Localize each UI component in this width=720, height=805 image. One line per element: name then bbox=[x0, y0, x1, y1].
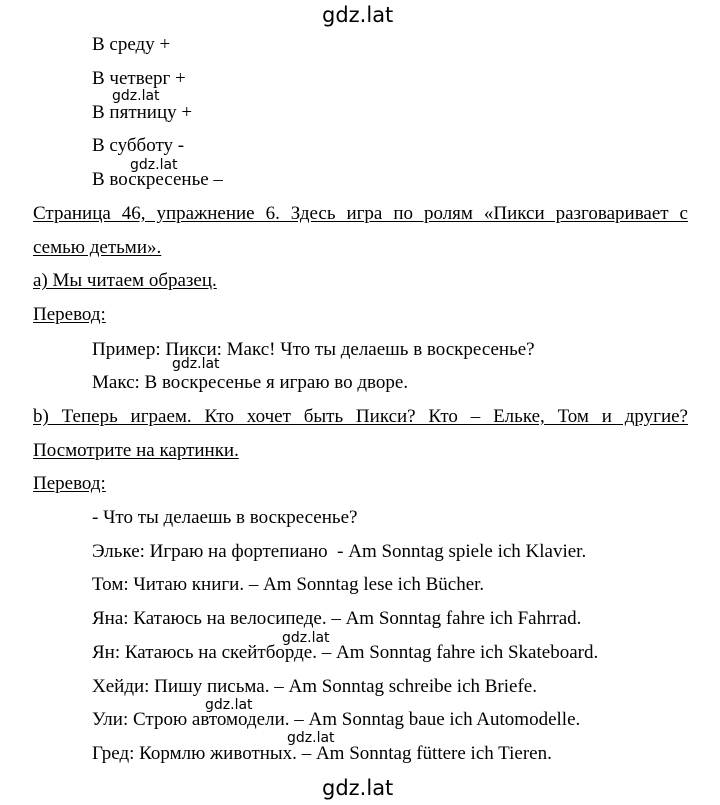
answer-ru: Хейди: Пишу письма. bbox=[92, 676, 270, 697]
answer-sep: - bbox=[337, 541, 349, 562]
example-line: Макс: В воскресенье я играю во дворе. bbox=[92, 372, 409, 393]
part-b-title: b) Теперь играем. Кто хочет быть Пикси? Кто – Ельке, Том и другие? bbox=[33, 406, 688, 427]
question-line: - Что ты делаешь в воскресенье? bbox=[92, 507, 358, 528]
answer-line bbox=[92, 607, 581, 631]
answer-line bbox=[92, 708, 580, 732]
translation-label: Перевод: bbox=[33, 304, 106, 325]
watermark-bottom: gdz.lat bbox=[322, 776, 394, 800]
answer-ru: Эльке: Играю на фортепиано bbox=[92, 541, 328, 562]
translation-label: Перевод: bbox=[33, 473, 106, 494]
answer-line bbox=[92, 573, 484, 597]
answer-de: Am Sonntag schreibe ich Briefe. bbox=[288, 676, 537, 697]
task-heading: Страница 46, упражнение 6. Здесь игра по ролям «Пикси разговаривает с bbox=[33, 203, 688, 224]
answer-ru: Том: Читаю книги. bbox=[92, 574, 245, 595]
answer-line bbox=[92, 675, 537, 699]
answer-sep: – bbox=[296, 743, 316, 764]
answer-sep: – bbox=[244, 574, 264, 595]
answer-ru: Яна: Катаюсь на велосипеде. bbox=[92, 608, 327, 629]
watermark: gdz.lat bbox=[205, 697, 253, 713]
day-line: В воскресенье – bbox=[92, 169, 223, 190]
day-line: В пятницу + bbox=[92, 102, 193, 123]
answer-sep: – bbox=[289, 709, 309, 730]
watermark-top: gdz.lat bbox=[322, 3, 394, 27]
answer-ru: Ули: Строю автомодели. bbox=[92, 709, 290, 730]
watermark: gdz.lat bbox=[112, 88, 160, 104]
watermark: gdz.lat bbox=[282, 630, 330, 646]
watermark: gdz.lat bbox=[172, 356, 220, 372]
answer-de: Am Sonntag fahre ich Fahrrad. bbox=[345, 608, 582, 629]
example-line: Пример: Пикси: Макс! Что ты делаешь в воскресенье? bbox=[92, 339, 535, 360]
answer-sep: – bbox=[326, 608, 346, 629]
watermark: gdz.lat bbox=[130, 157, 178, 173]
answer-de: Am Sonntag lese ich Bücher. bbox=[263, 574, 485, 595]
answer-line bbox=[92, 540, 586, 564]
watermark: gdz.lat bbox=[287, 730, 335, 746]
answer-sep: – bbox=[269, 676, 289, 697]
answer-ru: Ян: Катаюсь на скейтборде. bbox=[92, 642, 317, 663]
answer-sep: – bbox=[316, 642, 336, 663]
task-heading-cont: семью детьми». bbox=[33, 237, 162, 258]
part-b-title-cont: Посмотрите на картинки. bbox=[33, 440, 239, 461]
day-line: В четверг + bbox=[92, 68, 186, 89]
part-a-title: а) Мы читаем образец. bbox=[33, 270, 217, 291]
day-line: В субботу - bbox=[92, 135, 185, 156]
answer-de: Am Sonntag fahre ich Skateboard. bbox=[335, 642, 599, 663]
answer-line bbox=[92, 742, 552, 766]
answer-de: Am Sonntag spiele ich Klavier. bbox=[348, 541, 587, 562]
answer-ru: Гред: Кормлю животных. bbox=[92, 743, 297, 764]
answer-de: Am Sonntag füttere ich Tieren. bbox=[315, 743, 552, 764]
answer-line bbox=[92, 641, 598, 665]
answer-de: Am Sonntag baue ich Automodelle. bbox=[308, 709, 581, 730]
day-line: В среду + bbox=[92, 34, 171, 55]
